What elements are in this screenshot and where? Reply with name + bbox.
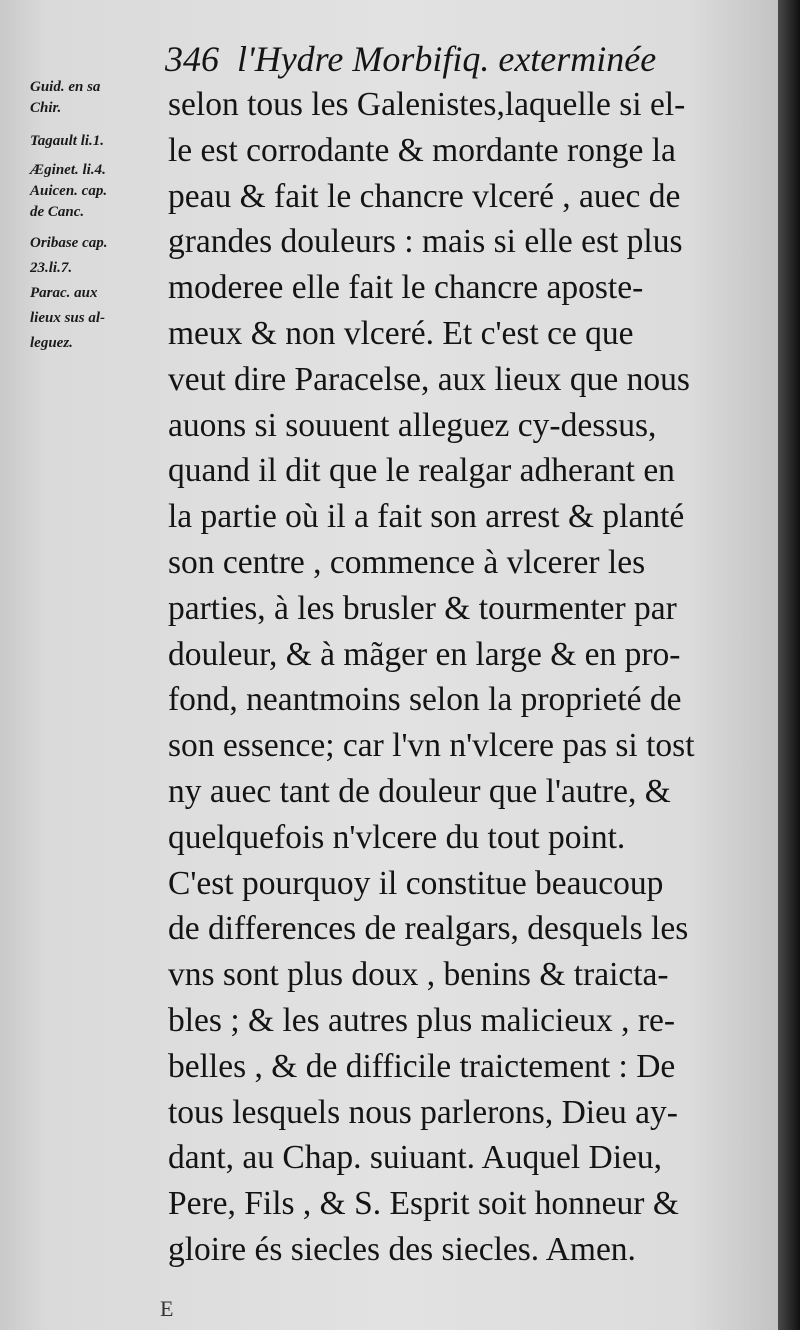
text-line: bles ; & les autres plus malicieux , re- xyxy=(168,1001,676,1039)
text-line: auons si souuent alleguez cy-dessus, xyxy=(168,406,657,444)
text-line: meux & non vlceré. Et c'est ce que xyxy=(168,314,634,352)
margin-note: lieux sus al- xyxy=(30,310,106,326)
text-line: le est corrodante & mordante ronge la xyxy=(168,131,676,169)
text-line: de differences de realgars, desquels les xyxy=(168,910,689,948)
running-title: l'Hydre Morbifiq. exterminée xyxy=(237,39,657,79)
margin-note: Oribase cap. xyxy=(30,235,108,251)
text-line: vns sont plus doux , benins & traicta- xyxy=(168,956,669,994)
margin-note: Parac. aux xyxy=(30,285,98,301)
text-line: dant, au Chap. suiuant. Auquel Dieu, xyxy=(168,1139,663,1177)
text-line: son centre , commence à vlcerer les xyxy=(168,543,646,581)
text-line: Pere, Fils , & S. Esprit soit honneur & xyxy=(168,1185,679,1223)
margin-note: Auicen. cap. xyxy=(30,183,108,199)
text-line: quelquefois n'vlcere du tout point. xyxy=(168,818,626,856)
margin-note: de Canc. xyxy=(30,204,85,220)
text-line: C'est pourquoy il constitue beaucoup xyxy=(168,864,664,902)
text-line: veut dire Paracelse, aux lieux que nous xyxy=(168,360,690,398)
body-text xyxy=(168,82,768,1273)
signature-mark: E xyxy=(160,1296,174,1321)
text-line: douleur, & à mãger en large & en pro- xyxy=(168,635,681,673)
text-line: gloire és siecles des siecles. Amen. xyxy=(168,1230,636,1268)
page-number: 346 xyxy=(165,39,219,79)
margin-note: Tagault li.1. xyxy=(30,133,105,149)
text-line: fond, neantmoins selon la proprieté de xyxy=(168,681,682,719)
text-line: grandes douleurs : mais si elle est plus xyxy=(168,223,683,261)
margin-note: Æginet. li.4. xyxy=(30,162,106,178)
text-line: peau & fait le chancre vlceré , auec de xyxy=(168,177,681,215)
margin-notes xyxy=(30,78,160,353)
text-line: moderee elle fait le chancre aposte- xyxy=(168,269,644,307)
page-edge-shadow xyxy=(778,0,800,1330)
margin-note: 23.li.7. xyxy=(30,260,73,276)
margin-note: Guid. en sa xyxy=(30,79,101,95)
text-line: son essence; car l'vn n'vlcere pas si tost xyxy=(168,727,695,765)
text-line: quand il dit que le realgar adherant en xyxy=(168,452,675,490)
text-line: ny auec tant de douleur que l'autre, & xyxy=(168,772,671,810)
text-line: tous lesquels nous parlerons, Dieu ay- xyxy=(168,1093,678,1131)
text-line: belles , & de difficile traictement : De xyxy=(168,1047,676,1085)
text-line: la partie où il a fait son arrest & planté xyxy=(168,498,685,536)
text-line: parties, à les brusler & tourmenter par xyxy=(168,589,677,627)
text-line: selon tous les Galenistes,laquelle si el- xyxy=(168,86,686,123)
margin-note: Chir. xyxy=(30,100,62,116)
page-header xyxy=(165,38,765,86)
margin-note: leguez. xyxy=(30,335,73,351)
